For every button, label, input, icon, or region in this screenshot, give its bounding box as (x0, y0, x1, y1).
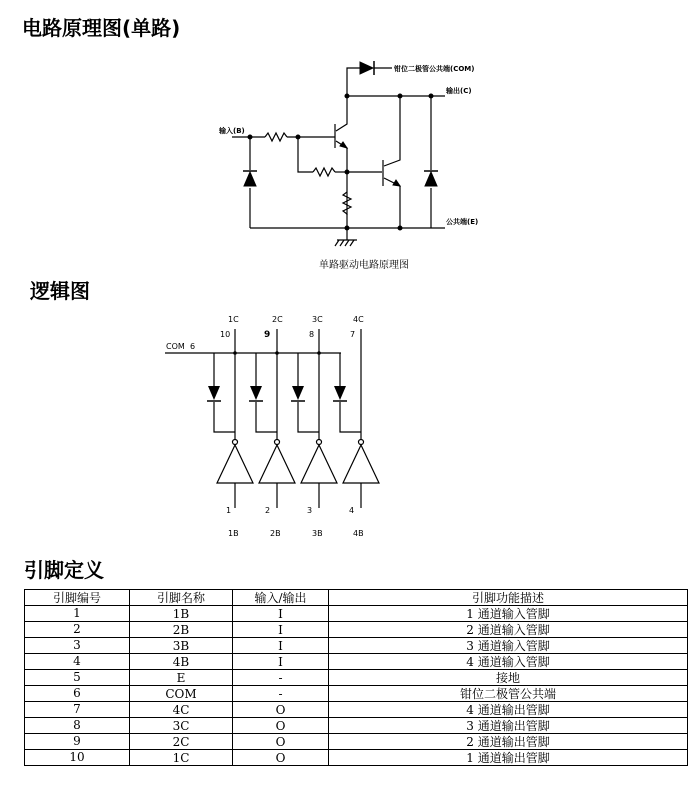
pin-description: 钳位二极管公共端 (329, 686, 688, 702)
channel-4 (333, 315, 379, 538)
channel-3-top-pin: 8 (309, 330, 315, 339)
pin-description: 4 通道输入管脚 (329, 654, 688, 670)
pin-name: 2C (130, 734, 233, 750)
channel-1 (207, 315, 253, 538)
table-row (25, 734, 688, 750)
com-pin-label: COM (166, 342, 185, 351)
header-direction: 输入/输出 (233, 590, 329, 606)
channel-3-bottom-name: 3B (312, 529, 323, 538)
pin-number: 3 (25, 638, 130, 654)
channel-1-top-name: 1C (228, 315, 239, 324)
pin-number: 8 (25, 718, 130, 734)
pin-name: 4C (130, 702, 233, 718)
pin-table (24, 589, 688, 766)
com-label: 钳位二极管公共端(COM) (394, 65, 475, 73)
pin-name: 2B (130, 622, 233, 638)
table-row (25, 702, 688, 718)
pin-direction: O (233, 750, 329, 766)
common-label: 公共端(E) (446, 218, 479, 226)
channel-3-bottom-pin: 3 (307, 506, 313, 515)
pin-description: 接地 (329, 670, 688, 686)
pin-description: 2 通道输入管脚 (329, 622, 688, 638)
channel-1-top-pin: 10 (220, 330, 231, 339)
pin-direction: I (233, 654, 329, 670)
channel-4-bottom-pin: 4 (349, 506, 355, 515)
pin-direction: O (233, 734, 329, 750)
pin-description: 1 通道输入管脚 (329, 606, 688, 622)
channel-2 (249, 315, 295, 538)
table-row (25, 686, 688, 702)
pin-table-header (25, 590, 688, 606)
pin-name: E (130, 670, 233, 686)
pin-number: 4 (25, 654, 130, 670)
circuit-caption: 单路驱动电路原理图 (319, 260, 409, 271)
channel-4-top-pin: 7 (350, 330, 356, 339)
channel-2-bottom-name: 2B (270, 529, 281, 538)
pin-number: 2 (25, 622, 130, 638)
header-description: 引脚功能描述 (329, 590, 688, 606)
logic-heading: 逻辑图 (30, 279, 90, 303)
channel-1-bottom-pin: 1 (226, 506, 232, 515)
table-row (25, 718, 688, 734)
table-row (25, 654, 688, 670)
pin-description: 4 通道输出管脚 (329, 702, 688, 718)
channel-2-top-name: 2C (272, 315, 283, 324)
pin-description: 1 通道输出管脚 (329, 750, 688, 766)
channel-1-bottom-name: 1B (228, 529, 239, 538)
pin-direction: O (233, 702, 329, 718)
pin-number: 7 (25, 702, 130, 718)
pin-direction: O (233, 718, 329, 734)
pin-name: 1B (130, 606, 233, 622)
pin-number: 10 (25, 750, 130, 766)
input-label: 输入(B) (219, 127, 245, 135)
header-pin-name: 引脚名称 (130, 590, 233, 606)
pin-direction: - (233, 686, 329, 702)
com-pin-number: 6 (190, 342, 196, 351)
channel-2-bottom-pin: 2 (265, 506, 271, 515)
table-row (25, 638, 688, 654)
pin-direction: I (233, 638, 329, 654)
pin-name: 3B (130, 638, 233, 654)
table-row (25, 606, 688, 622)
pin-direction: - (233, 670, 329, 686)
pin-number: 1 (25, 606, 130, 622)
pins-heading: 引脚定义 (24, 558, 104, 582)
pin-name: COM (130, 686, 233, 702)
pin-description: 3 通道输入管脚 (329, 638, 688, 654)
table-row (25, 750, 688, 766)
table-row (25, 622, 688, 638)
pin-name: 3C (130, 718, 233, 734)
pin-name: 4B (130, 654, 233, 670)
pin-description: 3 通道输出管脚 (329, 718, 688, 734)
pin-name: 1C (130, 750, 233, 766)
pin-number: 5 (25, 670, 130, 686)
table-row (25, 670, 688, 686)
pin-number: 9 (25, 734, 130, 750)
pin-description: 2 通道输出管脚 (329, 734, 688, 750)
channel-2-top-pin: 9 (264, 330, 271, 340)
pin-number: 6 (25, 686, 130, 702)
channel-3-top-name: 3C (312, 315, 323, 324)
header-pin-number: 引脚编号 (25, 590, 130, 606)
circuit-heading: 电路原理图(单路) (22, 16, 181, 40)
channel-3 (291, 315, 337, 538)
output-label: 输出(C) (446, 87, 472, 95)
channel-4-bottom-name: 4B (353, 529, 364, 538)
pin-direction: I (233, 622, 329, 638)
pin-direction: I (233, 606, 329, 622)
channel-4-top-name: 4C (353, 315, 364, 324)
